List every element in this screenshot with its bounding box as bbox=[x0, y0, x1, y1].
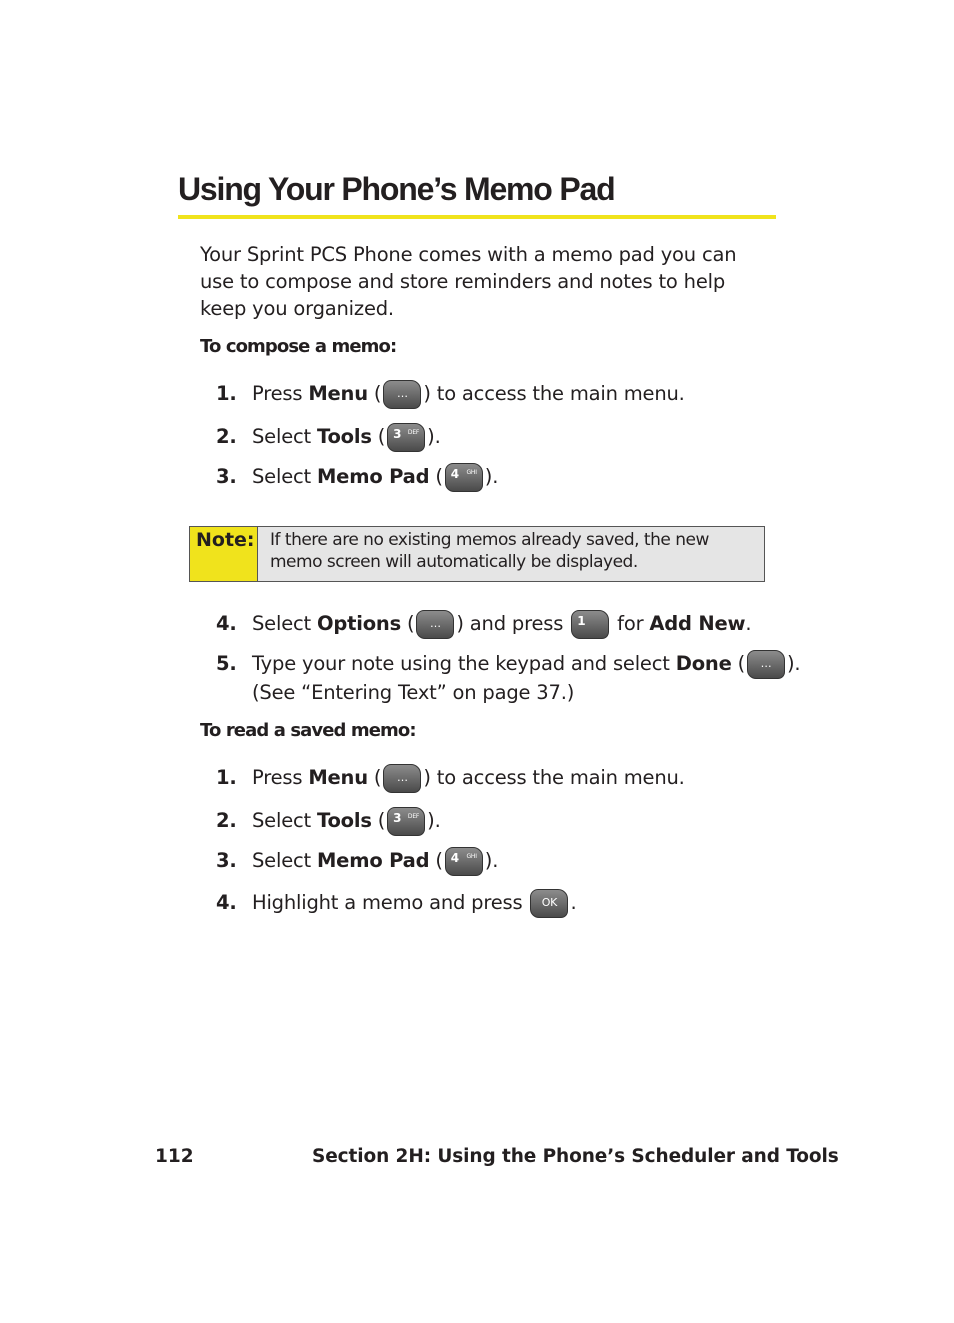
compose-step-5-reference: (See “Entering Text” on page 37.) bbox=[252, 681, 575, 704]
tools-label: Tools bbox=[316, 425, 372, 448]
compose-step-1: 1. Press Menu ( … ) to access the main menu. bbox=[216, 380, 685, 409]
step-number: 4. bbox=[216, 612, 237, 635]
menu-softkey-icon: … bbox=[383, 764, 421, 793]
step-number: 2. bbox=[216, 809, 237, 832]
step-number: 4. bbox=[216, 891, 237, 914]
menu-label: Menu bbox=[308, 766, 368, 789]
memo-pad-label: Memo Pad bbox=[316, 465, 430, 488]
done-softkey-icon: … bbox=[747, 650, 785, 679]
read-step-3: 3. Select Memo Pad ( 4 GHI ). bbox=[216, 847, 498, 876]
page-number: 112 bbox=[155, 1146, 194, 1167]
read-step-1: 1. Press Menu ( … ) to access the main menu. bbox=[216, 764, 685, 793]
read-step-4: 4. Highlight a memo and press OK . bbox=[216, 889, 576, 918]
compose-step-3: 3. Select Memo Pad ( 4 GHI ). bbox=[216, 463, 498, 492]
read-step-2: 2. Select Tools ( 3 DEF ). bbox=[216, 807, 441, 836]
memo-pad-label: Memo Pad bbox=[316, 849, 430, 872]
note-label-cell: Note: bbox=[190, 527, 258, 581]
ok-key-icon: OK bbox=[530, 889, 568, 918]
compose-heading: To compose a memo: bbox=[200, 336, 397, 357]
options-softkey-icon: … bbox=[416, 610, 454, 639]
compose-step-2: 2. Select Tools ( 3 DEF ). bbox=[216, 423, 441, 452]
key-4-ghi-icon: 4 GHI bbox=[445, 847, 483, 876]
tools-label: Tools bbox=[316, 809, 372, 832]
compose-step-5: 5. Type your note using the keypad and select Done ( … ). bbox=[216, 650, 800, 679]
key-1-icon: 1 bbox=[571, 610, 609, 639]
key-4-ghi-icon: 4 GHI bbox=[445, 463, 483, 492]
step-number: 3. bbox=[216, 465, 237, 488]
step-number: 1. bbox=[216, 766, 237, 789]
done-label: Done bbox=[675, 652, 732, 675]
page-title: Using Your Phone’s Memo Pad bbox=[178, 171, 615, 207]
menu-softkey-icon: … bbox=[383, 380, 421, 409]
add-new-label: Add New bbox=[649, 612, 746, 635]
options-label: Options bbox=[316, 612, 401, 635]
key-3-def-icon: 3 DEF bbox=[387, 807, 425, 836]
title-underline bbox=[178, 215, 776, 219]
note-box bbox=[189, 526, 765, 582]
step-number: 3. bbox=[216, 849, 237, 872]
intro-paragraph: Your Sprint PCS Phone comes with a memo pad you can use to compose and store reminders and notes to help keep you organized. bbox=[200, 243, 737, 320]
section-footer: Section 2H: Using the Phone’s Scheduler and Tools bbox=[312, 1146, 839, 1167]
read-heading: To read a saved memo: bbox=[200, 720, 416, 741]
step-number: 2. bbox=[216, 425, 237, 448]
menu-label: Menu bbox=[308, 382, 368, 405]
compose-step-4: 4. Select Options ( … ) and press 1 for Add New. bbox=[216, 610, 751, 639]
step-number: 1. bbox=[216, 382, 237, 405]
key-3-def-icon: 3 DEF bbox=[387, 423, 425, 452]
step-number: 5. bbox=[216, 652, 237, 675]
note-text: If there are no existing memos already saved, the new memo screen will automatically be displayed. bbox=[270, 530, 709, 572]
